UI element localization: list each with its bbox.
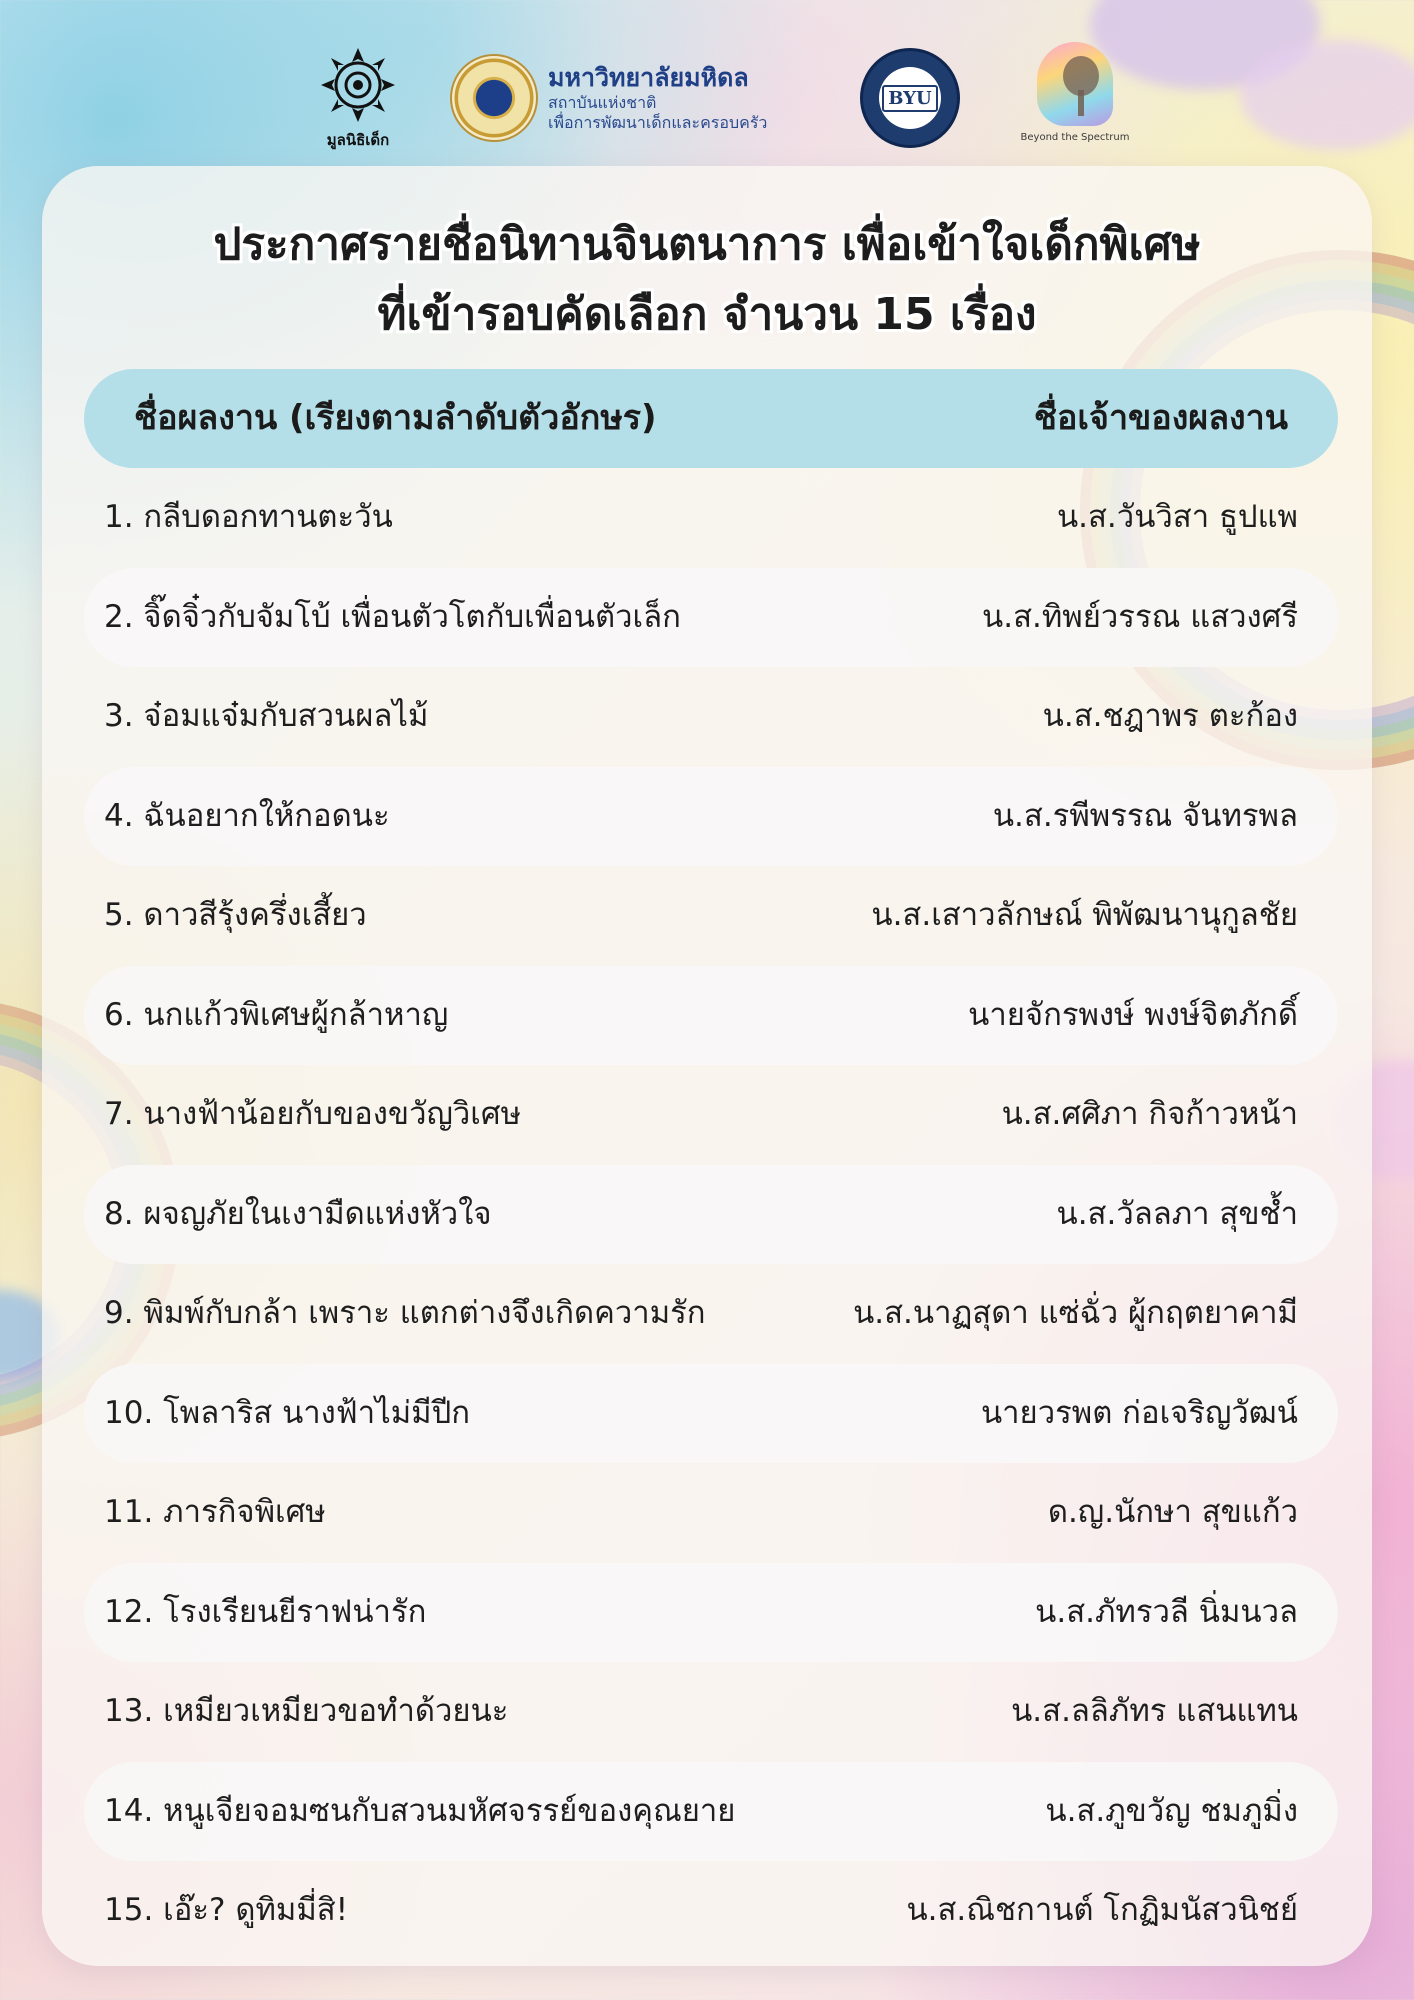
mahidol-seal-icon xyxy=(450,54,538,142)
work-title: 3. จ๋อมแจ๋มกับสวนผลไม้ xyxy=(104,698,429,734)
table-row xyxy=(84,1662,1338,1762)
owner-name: น.ส.ภูขวัญ ชมภูมิ่ง xyxy=(1045,1792,1298,1829)
owner-name: น.ส.ณิชกานต์ โกฏิมนัสวนิชย์ xyxy=(906,1892,1298,1928)
results-list xyxy=(84,468,1338,1961)
table-row xyxy=(84,1264,1338,1364)
owner-name: น.ส.ศศิภา กิจก้าวหน้า xyxy=(1001,1096,1298,1132)
owner-name: นายวรพต ก่อเจริญวัฒน์ xyxy=(980,1394,1298,1431)
column-header-work: ชื่อผลงาน (เรียงตามลำดับตัวอักษร) xyxy=(134,398,657,438)
byu-mark: BYU xyxy=(882,85,937,112)
table-row xyxy=(84,1463,1338,1563)
work-title: 8. ผจญภัยในเงามืดแห่งหัวใจ xyxy=(104,1195,492,1232)
owner-name: น.ส.ลลิภัทร แสนแทน xyxy=(1011,1693,1298,1729)
table-row xyxy=(84,1762,1338,1862)
work-title: 6. นกแก้วพิเศษผู้กล้าหาญ xyxy=(104,996,449,1033)
work-title: 10. โพลาริส นางฟ้าไม่มีปีก xyxy=(104,1394,471,1431)
work-title: 13. เหมียวเหมียวขอทำด้วยนะ xyxy=(104,1693,509,1729)
owner-name: ด.ญ.นักษา สุขแก้ว xyxy=(1047,1494,1298,1530)
byu-logo xyxy=(860,48,962,150)
work-title: 4. ฉันอยากให้กอดนะ xyxy=(104,797,390,834)
logo-bar xyxy=(0,40,1414,165)
head-tree-icon xyxy=(1037,42,1113,126)
title-line-1: ประกาศรายชื่อนิทานจินตนาการ เพื่อเข้าใจเด็กพิเศษ xyxy=(213,219,1201,270)
work-title: 15. เอ๊ะ? ดูทิมมี่สิ! xyxy=(104,1892,349,1928)
page-title xyxy=(0,210,1414,350)
owner-name: น.ส.นาฏสุดา แซ่ฉั่ว ผู้กฤตยาคามี xyxy=(853,1295,1298,1331)
work-title: 7. นางฟ้าน้อยกับของขวัญวิเศษ xyxy=(104,1096,522,1132)
work-title: 1. กลีบดอกทานตะวัน xyxy=(104,499,393,535)
table-header xyxy=(84,369,1338,468)
owner-name: นายจักรพงษ์ พงษ์จิตภักดิ์ xyxy=(968,996,1298,1033)
mahidol-university-logo xyxy=(450,48,810,148)
mandala-icon xyxy=(319,46,397,124)
byu-seal-icon xyxy=(860,48,960,148)
table-row xyxy=(84,1861,1338,1961)
table-row xyxy=(84,966,1338,1066)
work-title: 11. ภารกิจพิเศษ xyxy=(104,1494,326,1530)
work-title: 12. โรงเรียนยีราฟน่ารัก xyxy=(104,1593,427,1630)
owner-name: น.ส.รพีพรรณ จันทรพล xyxy=(992,797,1298,834)
table-row xyxy=(84,1065,1338,1165)
table-row xyxy=(84,468,1338,568)
beyond-caption: Beyond the Spectrum xyxy=(1020,132,1130,143)
beyond-the-spectrum-logo xyxy=(1010,42,1140,160)
table-row xyxy=(84,866,1338,966)
mahidol-name: มหาวิทยาลัยมหิดล xyxy=(548,63,749,92)
foundation-for-children-logo xyxy=(312,46,404,158)
table-row xyxy=(84,1563,1338,1663)
work-title: 5. ดาวสีรุ้งครึ่งเสี้ยว xyxy=(104,897,367,933)
work-title: 14. หนูเจียจอมซนกับสวนมหัศจรรย์ของคุณยาย xyxy=(104,1792,736,1829)
foundation-caption: มูลนิธิเด็ก xyxy=(326,131,390,149)
owner-name: น.ส.ภัทรวลี นิ่มนวล xyxy=(1035,1593,1298,1630)
mahidol-institute-line2: เพื่อการพัฒนาเด็กและครอบครัว xyxy=(548,113,768,132)
table-row xyxy=(84,1165,1338,1265)
mahidol-institute-line1: สถาบันแห่งชาติ xyxy=(548,93,657,112)
owner-name: น.ส.วัลลภา สุขช้ำ xyxy=(1056,1195,1298,1232)
work-title: 2. จิ๊ดจิ๋วกับจัมโบ้ เพื่อนตัวโตกับเพื่อนตัวเล็ก xyxy=(104,598,681,635)
owner-name: น.ส.ชฎาพร ตะก้อง xyxy=(1042,698,1298,734)
work-title: 9. พิมพ์กับกล้า เพราะ แตกต่างจึงเกิดความรัก xyxy=(104,1295,706,1331)
table-row xyxy=(84,1364,1338,1464)
owner-name: น.ส.ทิพย์วรรณ แสวงศรี xyxy=(982,598,1298,635)
owner-name: น.ส.เสาวลักษณ์ พิพัฒนานุกูลชัย xyxy=(871,897,1298,933)
owner-name: น.ส.วันวิสา ธูปแพ xyxy=(1056,499,1298,535)
table-row xyxy=(84,767,1338,867)
column-header-owner: ชื่อเจ้าของผลงาน xyxy=(1033,398,1288,438)
title-line-2: ที่เข้ารอบคัดเลือก จำนวน 15 เรื่อง xyxy=(377,289,1037,340)
table-row xyxy=(84,667,1338,767)
table-row xyxy=(84,568,1338,668)
